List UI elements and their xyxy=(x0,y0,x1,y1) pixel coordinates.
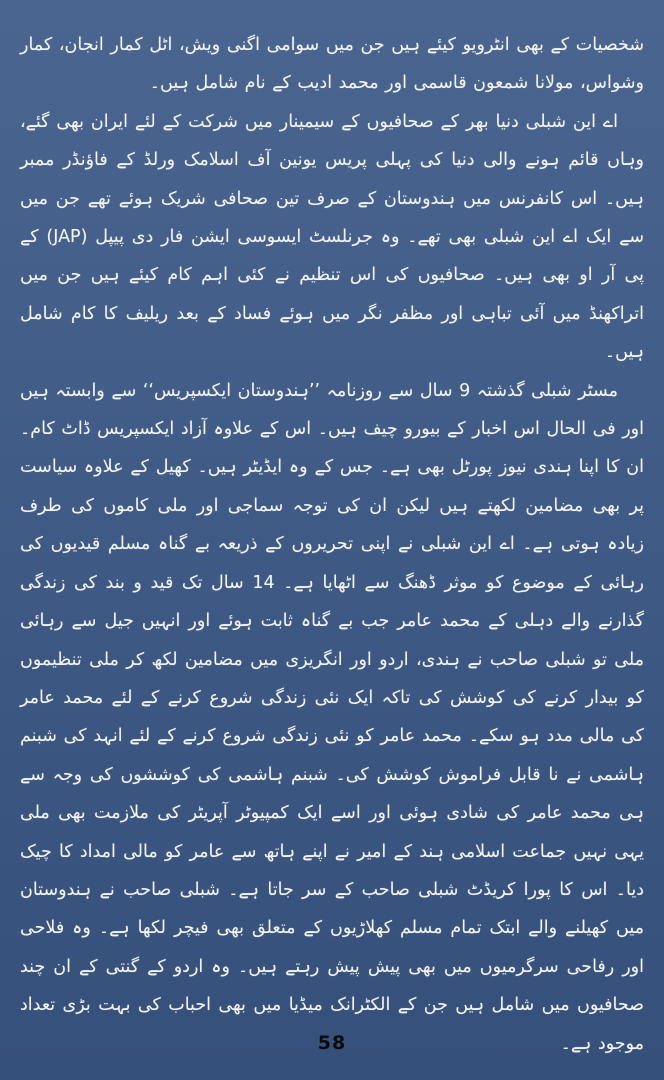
paragraph-3: مسٹر شبلی گذشتہ 9 سال سے روزنامہ ’’ہندوستان ایکسپریس‘‘ سے وابستہ ہیں اور فی الحال اس اخبار کے بیورو چیف ہیں۔ اس کے علاوہ آزاد ایکسپریس ڈاٹ کام۔ ان کا اپنا ہندی نیوز پورٹل بھی ہے۔ جس کے وہ ایڈیٹر ہیں۔ کھیل کے علاوہ سیاست پر بھی مضامین لکھتے ہیں لیکن ان کی توجہ سماجی اور ملی کاموں کی طرف زیادہ ہوتی ہے۔ اے این شبلی نے اپنی تحریروں کے ذریعہ بے گناہ مسلم قیدیوں کی رہائی کے موضوع کو موثر ڈھنگ سے اٹھایا ہے۔ 14 سال تک قید و بند کی زندگی گذارنے والے دہلی کے محمد عامر جب بے گناہ ثابت ہوئے اور انہیں جیل سے رہائی ملی تو شبلی صاحب نے ہندی، اردو اور انگریزی میں مضامین لکھ کر ملی تنظیموں کو بیدار کرنے کی کوشش کی تاکہ ایک نئی زندگی شروع کرنے کے لئے محمد عامر کی مالی مدد ہو سکے۔ محمد عامر کو نئی زندگی شروع کرنے کے لئے انہد کی شبنم ہاشمی نے نا قابل فراموش کوشش کی۔ شبنم ہاشمی کی کوششوں کی وجہ سے ہی محمد عامر کی شادی ہوئی اور اسے ایک کمپیوٹر آپریٹر کی ملازمت بھی ملی یہی نہیں جماعت اسلامی ہند کے امیر نے اپنے ہاتھ سے عامر کو مالی امداد کا چیک دیا۔ اس کا پورا کریڈٹ شبلی صاحب کے سر جاتا ہے۔ شبلی صاحب نے ہندوستان میں کھیلنے والے ابتک تمام مسلم کھلاڑیوں کے متعلق بھی فیچر لکھا ہے۔ وہ فلاحی اور رفاحی سرگرمیوں میں بھی پیش پیش رہتے ہیں۔ وہ اردو کے گنتی کے ان چند صحافیوں میں شامل ہیں جن کے الکٹرانک میڈیا میں بھی احباب کی بہت بڑی تعداد موجود ہے۔ xyxy=(20,380,644,1054)
paragraph-1: شخصیات کے بھی انٹرویو کیئے ہیں جن میں سوامی اگنی ویش، اٹل کمار انجان، کمار وشواس، مولانا شمعون قاسمی اور محمد ادیب کے نام شامل ہیں۔ xyxy=(20,35,644,94)
page-number: 58 xyxy=(317,1032,347,1054)
paragraph-2: اے این شبلی دنیا بھر کے صحافیوں کے سیمینار میں شرکت کے لئے ایران بھی گئے، وہاں قائم ہونے والی دنیا کی پہلی پریس یونین آف اسلامک ورلڈ کے فاؤنڈر ممبر ہیں۔ اس کانفرنس میں ہندوستان کے صرف تین صحافی شریک ہوئے تھے جن میں سے ایک اے این شبلی بھی تھے۔ وہ جرنلسٹ ایسوسی ایشن فار دی پیپل (JAP) کے پی آر او بھی ہیں۔ صحافیوں کی اس تنظیم نے کئی اہم کام کیئے ہیں جن میں اتراکھنڈ میں آئی تباہی اور مظفر نگر میں ہوئے فساد کے بعد ریلیف کا کام شامل ہیں۔ xyxy=(20,111,644,363)
